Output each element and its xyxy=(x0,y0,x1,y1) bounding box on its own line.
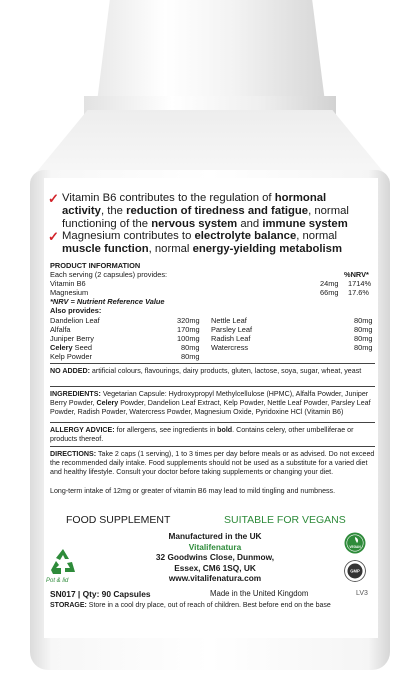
lv-code: LV3 xyxy=(356,590,368,597)
ingredient-amount: 80mg xyxy=(354,343,373,352)
divider xyxy=(50,386,375,387)
serving-text: Each serving (2 capsules) provides: xyxy=(50,270,168,279)
divider xyxy=(50,422,375,423)
nutrient-amount: 66mg xyxy=(320,288,339,297)
recycle-label: Pot & lid xyxy=(46,578,69,584)
ingredient-amount: 320mg xyxy=(177,316,200,325)
benefit-statement-1: ✓ Vitamin B6 contributes to the regulation of hormonal activity, the reduction of tiredness and fatigue, normal functioning of the nervous system and immune system xyxy=(48,191,349,230)
ingredient-amount: 80mg xyxy=(354,334,373,343)
divider xyxy=(50,363,375,364)
ingredient-amount: 80mg xyxy=(354,316,373,325)
address-line-1: 32 Goodwins Close, Dunmow, xyxy=(155,552,275,562)
address-line-2: Essex, CM6 1SQ, UK xyxy=(174,562,256,573)
vegan-badge-icon xyxy=(344,532,366,554)
ingredient-name: Kelp Powder xyxy=(50,352,92,361)
suitable-for-vegans-label: SUITABLE FOR VEGANS xyxy=(224,514,346,526)
gmp-badge-text: GMP xyxy=(350,568,360,574)
ingredient-name: Alfalfa xyxy=(50,325,71,334)
product-info-heading: PRODUCT INFORMATION xyxy=(50,261,141,270)
nutrient-name: Vitamin B6 xyxy=(50,279,86,288)
website: www.vitalifenatura.com xyxy=(168,573,262,583)
ingredient-name: Watercress xyxy=(211,343,249,352)
ingredient-amount: 80mg xyxy=(181,343,200,352)
nutrient-amount: 24mg xyxy=(320,279,339,288)
nutrient-nrv: 1714% xyxy=(348,279,372,288)
ingredient-amount: 80mg xyxy=(181,352,200,361)
check-mark-icon: ✓ xyxy=(48,191,59,206)
nrv-note: *NRV = Nutrient Reference Value xyxy=(50,297,165,306)
brand-name: Vitalifenatura xyxy=(188,541,242,552)
ingredient-name-celery: Celery Seed xyxy=(50,343,92,352)
divider xyxy=(50,446,375,447)
recycle-icon xyxy=(48,546,78,578)
ingredient-amount: 170mg xyxy=(177,325,200,334)
ingredient-name: Dandelion Leaf xyxy=(50,316,100,325)
directions-text: DIRECTIONS: Take 2 caps (1 serving), 1 to 3 times per day before meals or as advised. Do not exceed the recommended daily intake. Food supplements should not be used as a substitute for a varied diet and healthy lifestyle. Consult your doctor before taking supplements or changing your diet. xyxy=(50,450,375,476)
ingredient-amount: 100mg xyxy=(177,334,200,343)
also-provides-heading: Also provides: xyxy=(50,306,102,315)
manufactured-in-uk: Manufactured in the UK xyxy=(168,531,262,541)
benefit-statement-2: ✓ Magnesium contributes to electrolyte balance, normal muscle function, normal energy-yielding metabolism xyxy=(48,229,342,255)
check-mark-icon: ✓ xyxy=(48,229,59,244)
sku-quantity: SN017 | Qty: 90 Capsules xyxy=(50,589,151,599)
made-in-label: Made in the United Kingdom xyxy=(210,589,309,598)
manufacturer-block xyxy=(120,531,310,584)
no-added-text: NO ADDED: artificial colours, flavourings, dairy products, gluten, lactose, soya, sugar, wheat, yeast xyxy=(50,367,362,375)
long-term-warning: Long-term intake of 12mg or greater of vitamin B6 may lead to mild tingling and numbness. xyxy=(50,487,336,495)
gmp-badge-icon xyxy=(344,560,366,582)
ingredient-name: Juniper Berry xyxy=(50,334,94,343)
ingredients-text: INGREDIENTS: Vegetarian Capsule: Hydroxypropyl Methylcellulose (HPMC), Alfalfa Powder, Juniper Berry Powder, Celery Powder, Dandelion Leaf Extract, Kelp Powder, Nettle Leaf Powder, Parsley Leaf Powder, Radish Powder, Watercress Powder, Magnesium Oxide, Pyridoxine HCl (Vitamin B6) xyxy=(50,390,371,416)
ingredient-amount: 80mg xyxy=(354,325,373,334)
allergy-advice-text: ALLERGY ADVICE: for allergens, see ingredients in bold. Contains celery, other umbelliferae or products thereof. xyxy=(50,426,354,443)
nrv-header: %NRV* xyxy=(344,270,369,279)
storage-text: STORAGE: Store in a cool dry place, out of reach of children. Best before end on the base xyxy=(50,602,331,609)
vegan-badge-text: VEGAN xyxy=(349,545,361,549)
nutrient-name: Magnesium xyxy=(50,288,89,297)
nutrient-nrv: 17.6% xyxy=(348,288,369,297)
ingredient-name: Parsley Leaf xyxy=(211,325,253,334)
food-supplement-label: FOOD SUPPLEMENT xyxy=(66,514,171,526)
ingredient-name: Nettle Leaf xyxy=(211,316,247,325)
bottle-cap xyxy=(96,0,326,110)
ingredient-name: Radish Leaf xyxy=(211,334,251,343)
